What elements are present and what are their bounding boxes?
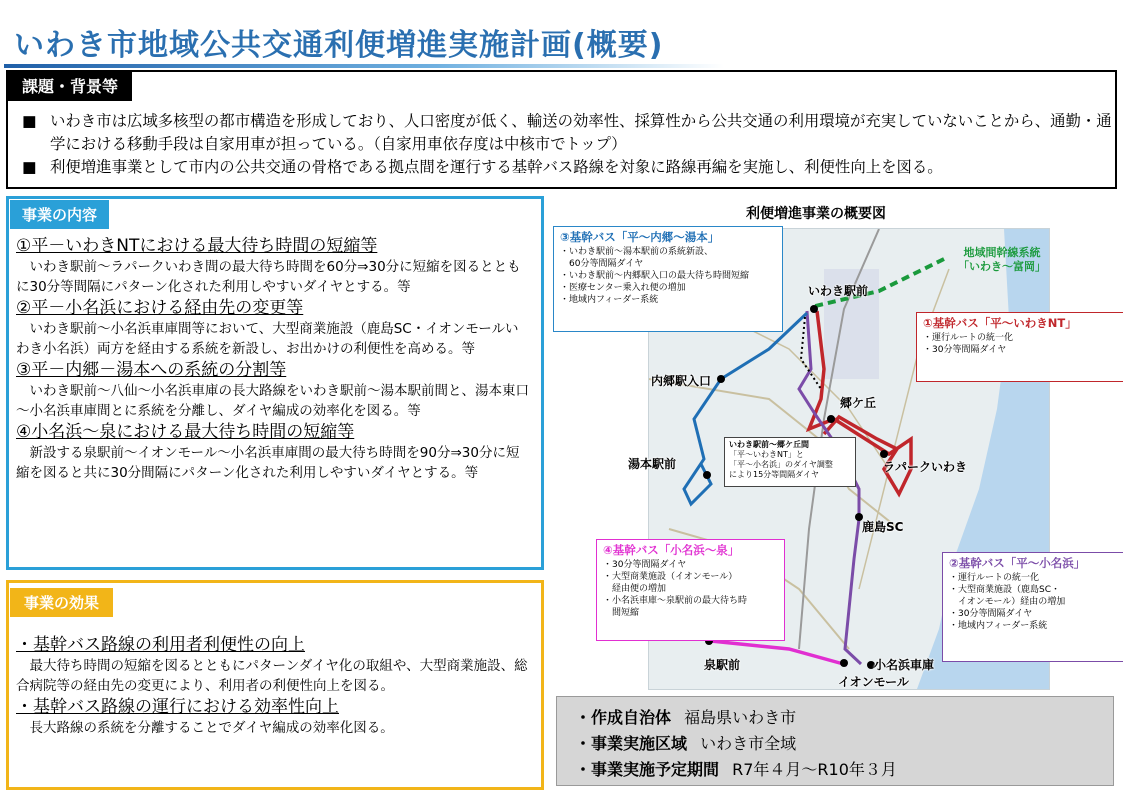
background-item: ■ 利便増進事業として市内の公共交通の骨格である拠点間を運行する基幹バス路線を対象に路線再編を実施し、利便性向上を図る。 [22, 156, 1112, 179]
station-marker [703, 471, 711, 479]
station-izumi: 泉駅前 [704, 658, 741, 672]
station-marker [840, 659, 848, 667]
content-label: 事業の内容 [10, 200, 109, 229]
background-text [22, 110, 1112, 179]
route-box-r1: ①基幹バス「平～いわきNT」 ・運行ルートの統一化 ・30分等間隔ダイヤ [916, 312, 1123, 382]
content-item-heading: ④小名浜～泉における最大待ち時間の短縮等 [16, 422, 355, 442]
route-title: ③基幹バス「平～内郷～湯本」 [560, 230, 720, 244]
background-label: 課題・背景等 [8, 70, 132, 101]
station-kashima: 鹿島SC [862, 520, 904, 534]
content-item-body: いわき駅前～ラパークいわき間の最大待ち時間を60分⇒30分に短縮を図るとともに30分等間隔にパターン化された利用しやすいダイヤとする。等 [16, 259, 521, 295]
route-box-r2: ②基幹バス「平～小名浜」 ・運行ルートの統一化 ・大型商業施設（鹿島SC・ イオンモール）経由の増加 ・30分等間隔ダイヤ ・地域内フィーダー系統 [942, 552, 1123, 662]
map-title: 利便増進事業の概要図 [746, 206, 886, 222]
content-list [16, 235, 531, 483]
content-item-body: いわき駅前～小名浜車庫間等において、大型商業施設（鹿島SC・イオンモールいわき小名浜）両方を経由する系統を新設し、お出かけの利便性を高める。等 [16, 321, 519, 357]
effect-item-heading: ・基幹バス路線の運行における効率性向上 [16, 697, 339, 717]
page-header [4, 4, 1119, 64]
station-aeon: イオンモール [838, 675, 909, 689]
station-yumoto: 湯本駅前 [628, 457, 677, 471]
effect-item-body: 長大路線の系統を分離することでダイヤ編成の効率化図る。 [29, 720, 394, 736]
bullet-square-icon: ■ [22, 112, 37, 130]
route-title: ④基幹バス「小名浜～泉」 [603, 543, 740, 557]
route-box-r4: ④基幹バス「小名浜～泉」 ・30分等間隔ダイヤ ・大型商業施設（イオンモール） 経由便の増加 ・小名浜車庫～泉駅前の最大待ち時 間短縮 [596, 539, 785, 641]
content-item-heading: ②平－小名浜における経由先の変更等 [16, 298, 304, 318]
route-box-r3: ③基幹バス「平～内郷～湯本」 ・いわき駅前～湯本駅前の系統新設、 60分等間隔ダイヤ ・いわき駅前～内郷駅入口の最大待ち時間短縮 ・医療センター乗入れ便の増加 ・地域内フィーダー系統 [553, 226, 783, 332]
background-item: ■ いわき市は広域多核型の都市構造を形成しており、人口密度が低く、輸送の効率性、採算性から公共交通の利用環境が充実していないことから、通勤・通学における移動手段は自家用車が担っている。（自家用車依存度は中核市でトップ） [22, 112, 1112, 153]
green-line-label: 地域間幹線系統 「いわき～富岡」 [958, 246, 1046, 273]
page-title: いわき市地域公共交通利便増進実施計画(概要) [14, 28, 664, 63]
effect-list [16, 634, 531, 738]
content-item-heading: ①平－いわきNTにおける最大待ち時間の短縮等 [16, 236, 378, 256]
station-onahama: 小名浜車庫 [874, 658, 935, 672]
station-uchigo: 内郷駅入口 [651, 374, 712, 388]
content-item-body: 新設する泉駅前～イオンモール～小名浜車庫間の最大待ち時間を90分⇒30分に短縮を図ると共に30分間隔にパターン化された利用しやすいダイヤとする。等 [16, 445, 520, 481]
route-title: ①基幹バス「平～いわきNT」 [923, 316, 1077, 330]
content-item-body: いわき駅前～八仙～小名浜車庫の長大路線をいわき駅前～湯本駅前間と、湯本東口～小名浜車庫間とに系統を分離し、ダイヤ編成の効率化を図る。等 [16, 383, 529, 419]
bullet-square-icon: ■ [22, 158, 37, 176]
station-marker [810, 305, 818, 313]
station-gogaoka: 郷ケ丘 [840, 396, 877, 410]
effect-item-body: 最大待ち時間の短縮を図るとともにパターンダイヤ化の取組や、大型商業施設、総合病院等の経由先の変更により、利用者の利便性向上を図る。 [16, 658, 528, 694]
project-info-box [556, 696, 1114, 786]
effect-item-heading: ・基幹バス路線の利用者利便性の向上 [16, 635, 305, 655]
station-lapark: ラパークいわき [883, 460, 968, 474]
station-marker [827, 415, 835, 423]
station-iwaki: いわき駅前 [808, 284, 869, 298]
route-title: ②基幹バス「平～小名浜」 [949, 556, 1086, 570]
title-underline [4, 64, 724, 68]
schedule-note: いわき駅前～郷ケ丘間 「平～いわきNT」と 「平～小名浜」のダイヤ調整 により15分等間隔ダイヤ [724, 437, 856, 487]
station-marker [717, 375, 725, 383]
info-period: ・事業実施予定期間 R7年４月～R10年３月 [575, 760, 897, 779]
info-area: ・事業実施区域 いわき市全域 [575, 734, 797, 753]
station-marker [880, 450, 888, 458]
info-municipality: ・作成自治体 福島県いわき市 [575, 708, 797, 727]
content-item-heading: ③平－内郷－湯本への系統の分割等 [16, 360, 287, 380]
effect-label: 事業の効果 [10, 588, 113, 617]
